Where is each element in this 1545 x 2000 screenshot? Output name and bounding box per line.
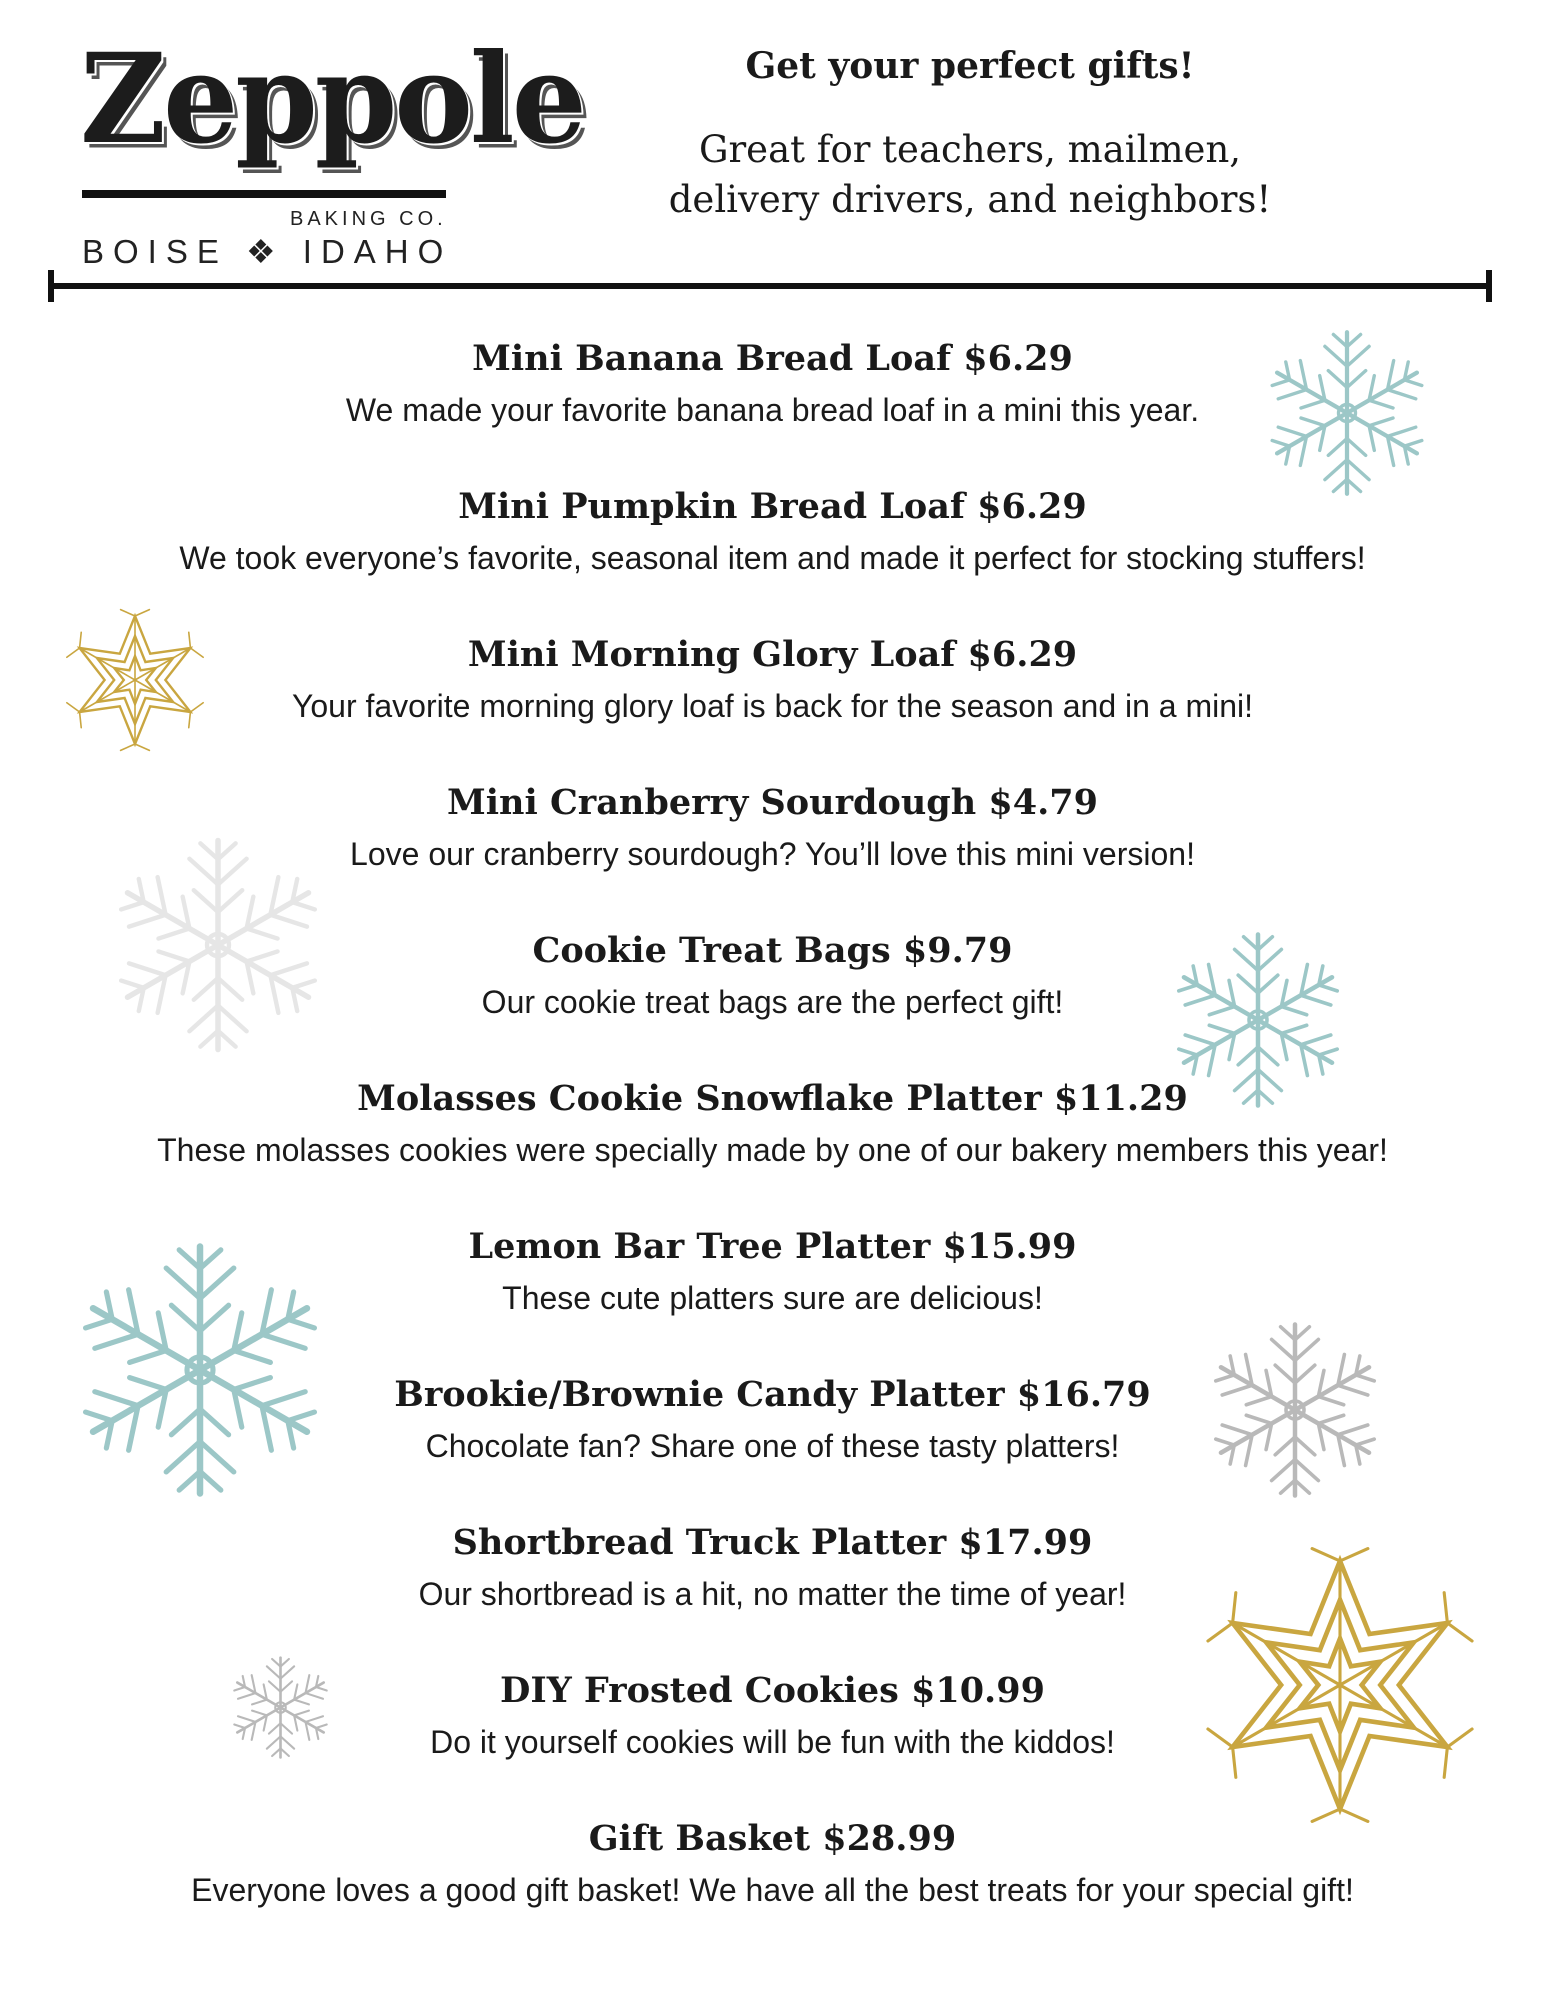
item-description: We took everyone’s favorite, seasonal item and made it perfect for stocking stuffers! xyxy=(179,540,1366,576)
item-name: Molasses Cookie Snowflake Platter $11.29 xyxy=(357,1078,1188,1119)
item-name: Mini Banana Bread Loaf $6.29 xyxy=(472,338,1073,379)
item-name: Gift Basket $28.99 xyxy=(588,1818,957,1859)
snowflake-icon xyxy=(1168,930,1348,1110)
item-description: Our cookie treat bags are the perfect gift! xyxy=(481,984,1064,1020)
header xyxy=(620,45,1320,225)
item-description: Do it yourself cookies will be fun with the kiddos! xyxy=(430,1724,1115,1760)
item-description: These molasses cookies were specially made by one of our bakery members this year! xyxy=(157,1132,1388,1168)
item-description: We made your favorite banana bread loaf in a mini this year. xyxy=(345,392,1200,428)
item-name: Brookie/Brownie Candy Platter $16.79 xyxy=(394,1374,1151,1415)
logo-location: BOISE ❖ IDAHO xyxy=(82,233,453,270)
item-name: Mini Cranberry Sourdough $4.79 xyxy=(446,782,1098,823)
snowflake-icon xyxy=(70,1225,330,1515)
item-description: These cute platters sure are delicious! xyxy=(502,1280,1043,1316)
headline: Get your perfect gifts! xyxy=(745,45,1195,87)
logo-brand-name: Zeppole xyxy=(80,25,584,172)
menu-item xyxy=(0,631,1545,779)
item-name: Cookie Treat Bags $9.79 xyxy=(532,930,1013,971)
tagline: Great for teachers, mailmen, delivery drivers, and neighbors! xyxy=(668,128,1272,221)
gold-star-ornament-icon xyxy=(50,600,220,760)
snowflake-icon xyxy=(228,1650,333,1765)
item-name: Mini Pumpkin Bread Loaf $6.29 xyxy=(458,486,1087,527)
logo-company: BAKING CO. xyxy=(290,208,447,230)
item-description: Your favorite morning glory loaf is back for the season and in a mini! xyxy=(291,688,1254,724)
divider-left-cap xyxy=(48,270,54,302)
item-description: Our shortbread is a hit, no matter the time of year! xyxy=(418,1576,1127,1612)
item-name: Lemon Bar Tree Platter $15.99 xyxy=(468,1226,1077,1267)
snowflake-icon xyxy=(1262,318,1432,508)
header-divider xyxy=(50,283,1490,289)
divider-right-cap xyxy=(1486,270,1492,302)
item-name: DIY Frosted Cookies $10.99 xyxy=(500,1670,1045,1711)
item-name: Mini Morning Glory Loaf $6.29 xyxy=(467,634,1078,675)
snowflake-icon xyxy=(1205,1310,1385,1510)
item-name: Shortbread Truck Platter $17.99 xyxy=(452,1522,1093,1563)
logo-rule xyxy=(82,190,446,198)
bakery-logo xyxy=(80,25,584,270)
item-description: Chocolate fan? Share one of these tasty platters! xyxy=(425,1428,1120,1464)
item-description: Love our cranberry sourdough? You’ll love this mini version! xyxy=(350,836,1195,872)
gold-star-ornament-icon xyxy=(1175,1530,1505,1840)
snowflake-icon xyxy=(108,835,328,1055)
item-description: Everyone loves a good gift basket! We have all the best treats for your special gift! xyxy=(191,1872,1354,1908)
